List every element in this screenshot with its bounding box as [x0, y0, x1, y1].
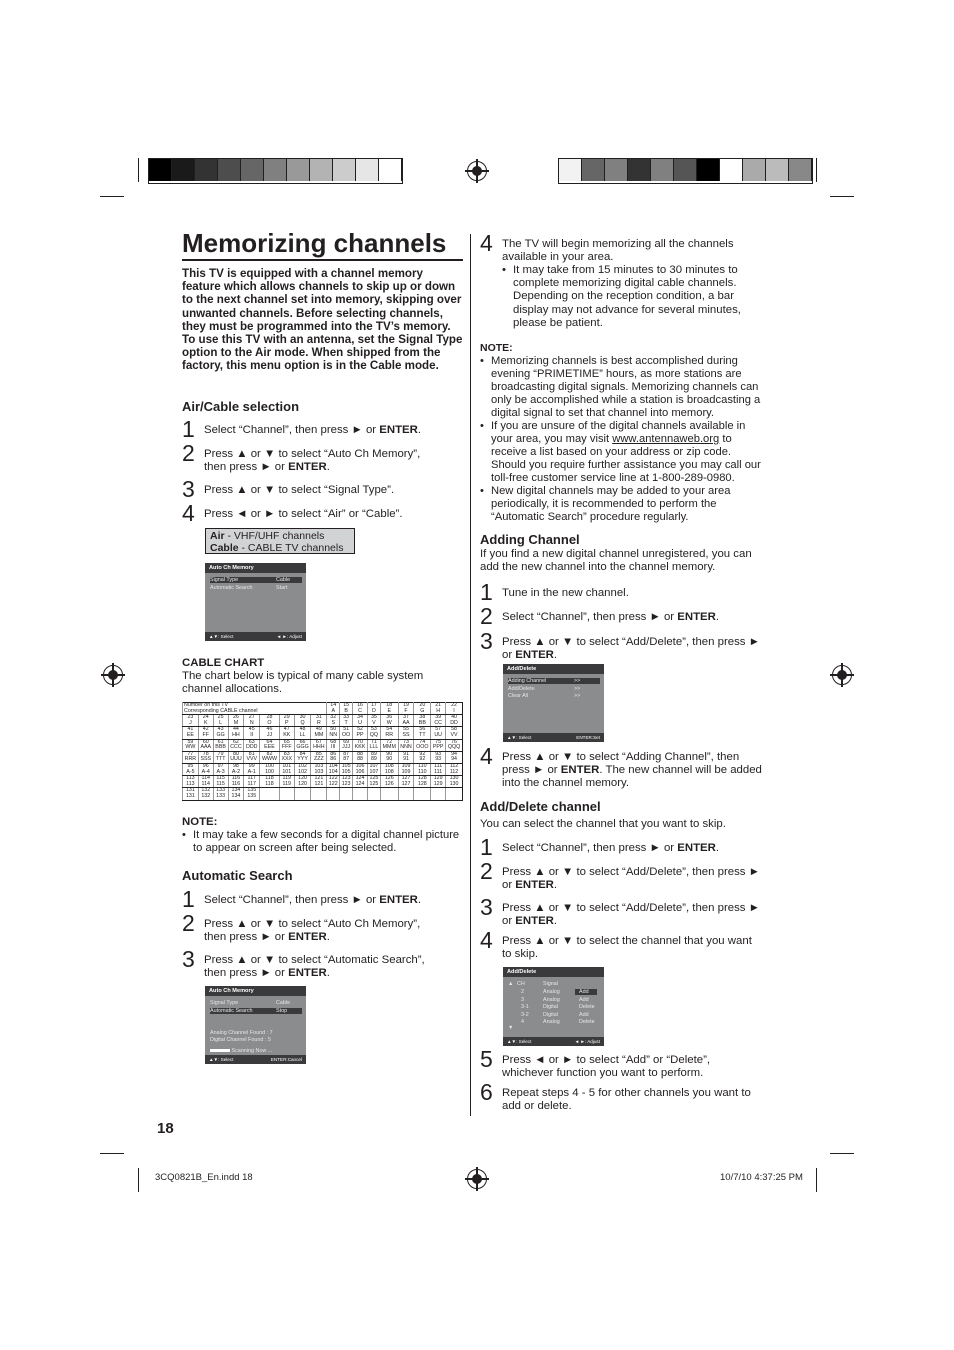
- chart-cell: 75 PPP: [431, 739, 446, 751]
- chart-cell: 70 KKK: [353, 739, 368, 751]
- chart-cell: 86 86: [327, 751, 340, 763]
- chart-cell: 84 YYY: [294, 751, 311, 763]
- ch-status: Add: [579, 1011, 589, 1018]
- crop-mark: [138, 1168, 139, 1192]
- chart-cell: 114 114: [198, 776, 213, 788]
- chart-cell: 85 ZZZ: [311, 751, 327, 763]
- chart-cell: 63 DDD: [244, 739, 260, 751]
- ch-signal: Digital: [543, 1011, 558, 1018]
- note-label: NOTE:: [480, 342, 513, 354]
- chart-cell: 44 HH: [228, 727, 244, 739]
- color-bar-left: [148, 158, 403, 184]
- chart-cell: 125 125: [367, 776, 380, 788]
- chart-cell: 72 MMM: [380, 739, 398, 751]
- chart-cell: [311, 788, 327, 800]
- chart-cell: 51 OO: [340, 727, 353, 739]
- chart-cell: 113 113: [183, 776, 199, 788]
- chart-cell: 116 116: [228, 776, 244, 788]
- chart-cell: 25 L: [213, 715, 228, 727]
- chart-cell: 27 N: [244, 715, 260, 727]
- chart-cell: [279, 788, 294, 800]
- chart-cell: 64 EEE: [260, 739, 280, 751]
- title-rule: [182, 259, 463, 261]
- color-bar-right: [558, 158, 813, 184]
- chart-cell: 23 J: [183, 715, 199, 727]
- note-item: • If you are unsure of the digital channels available in your area, you may visit www.antennaweb.org to receive a list based on your address or zip code. Should you require further assistance you may call our toll-free customer service line at 1-800-289-0980.: [480, 420, 762, 485]
- section-heading-automatic-search: Automatic Search: [182, 868, 293, 883]
- chart-cell: 15 B: [340, 703, 353, 715]
- chart-cell: 108 108: [380, 763, 398, 775]
- chart-cell: 34 U: [353, 715, 368, 727]
- chart-cell: 18 E: [380, 703, 398, 715]
- registration-mark-icon: [103, 665, 123, 685]
- chart-cell: [380, 788, 398, 800]
- chart-cell: 129 129: [431, 776, 446, 788]
- chart-cell: 101 101: [279, 763, 294, 775]
- chart-cell: 120 120: [294, 776, 311, 788]
- chart-cell: 46 JJ: [260, 727, 280, 739]
- step-item: 5 Press ◄ or ► to select “Add” or “Delete”, whichever function you want to perform.: [480, 1046, 711, 1080]
- crop-mark: [138, 158, 139, 182]
- chart-cell: 104 104: [327, 763, 340, 775]
- chart-cell: 121 121: [311, 776, 327, 788]
- step-item: 4 The TV will begin memorizing all the channels available in your area.: [480, 230, 734, 264]
- chart-cell: 76 QQQ: [446, 739, 463, 751]
- step-item: 1 Tune in the new channel.: [480, 579, 629, 605]
- column-divider: [470, 234, 471, 1116]
- chart-cell: 19 F: [398, 703, 414, 715]
- registration-mark-icon: [832, 665, 852, 685]
- ch-status: Add: [579, 996, 589, 1003]
- chart-cell: 74 OOO: [414, 739, 431, 751]
- chart-cell: 55 SS: [398, 727, 414, 739]
- chart-cell: 35 V: [367, 715, 380, 727]
- step-item: 6 Repeat steps 4 - 5 for other channels you want to add or delete.: [480, 1079, 751, 1113]
- step-item: 1 Select “Channel”, then press ► or ENTER.: [182, 416, 422, 442]
- chart-cell: 128 128: [414, 776, 431, 788]
- chart-cell: [353, 788, 368, 800]
- table-row: [183, 776, 463, 788]
- chart-cell: [398, 788, 414, 800]
- table-row: [183, 788, 463, 800]
- chart-cell: 52 PP: [353, 727, 368, 739]
- ch-number: 3-1: [521, 1004, 529, 1010]
- chart-cell: 22 I: [446, 703, 463, 715]
- chart-cell: 97 A-3: [213, 763, 228, 775]
- chart-cell: 14 A: [327, 703, 340, 715]
- chart-cell: [431, 788, 446, 800]
- registration-mark-icon: [467, 161, 487, 181]
- tv-menu-screen: Auto Ch Memory Signal Type Cable Automatic Search Stop Analog Channel Found : 7 Digital Channel Found : 5 Scanning Now ... ▲▼: Select ENTER:Cancel: [205, 986, 306, 1064]
- chart-cell: 30 Q: [294, 715, 311, 727]
- chart-cell: 38 BB: [414, 715, 431, 727]
- ch-signal: Analog: [543, 1019, 560, 1025]
- chart-cell: 36 W: [380, 715, 398, 727]
- chart-cell: 29 P: [279, 715, 294, 727]
- step-item: 2 Press ▲ or ▼ to select “Auto Ch Memory”, then press ► or ENTER.: [182, 440, 421, 474]
- ch-signal: Digital: [543, 1004, 558, 1010]
- step-item: 4 Press ▲ or ▼ to select the channel that you want to skip.: [480, 927, 752, 961]
- chart-cell: 66 GGG: [294, 739, 311, 751]
- chart-row-label: Number on this TV Corresponding CABLE channel: [183, 703, 327, 715]
- chart-cell: 41 EE: [183, 727, 199, 739]
- step-item: 3 Press ▲ or ▼ to select “Automatic Search”, then press ► or ENTER.: [182, 946, 425, 980]
- section-heading-adding-channel: Adding Channel: [480, 532, 580, 547]
- chart-cell: 20 G: [414, 703, 431, 715]
- ch-status: Delete: [579, 1004, 595, 1010]
- note-item: • Memorizing channels is best accomplished during evening “PRIMETIME” hours, as more stations are broadcasting digital signals. Memorizing channels can only be accomplished while a station is broadcasting a digital signal to set that channel into memory.: [480, 355, 762, 420]
- page-number: 18: [157, 1120, 174, 1137]
- chart-cell: 80 UUU: [228, 751, 244, 763]
- chart-cell: 47 KK: [279, 727, 294, 739]
- step-item: 4 Press ▲ or ▼ to select “Adding Channel”, then press ► or ENTER. The new channel will be added into the channel memory.: [480, 743, 762, 790]
- chart-cell: 26 M: [228, 715, 244, 727]
- chart-cell: 79 TTT: [213, 751, 228, 763]
- chart-cell: [367, 788, 380, 800]
- chart-cell: 77 RRR: [183, 751, 199, 763]
- chart-cell: 118 118: [260, 776, 280, 788]
- chart-cell: 90 90: [380, 751, 398, 763]
- step-item: 1 Select “Channel”, then press ► or ENTER.: [182, 886, 422, 912]
- chart-cell: 59 WW: [183, 739, 199, 751]
- chart-cell: 45 II: [244, 727, 260, 739]
- chart-cell: 111 111: [431, 763, 446, 775]
- chart-cell: 37 AA: [398, 715, 414, 727]
- ch-status: Delete: [579, 1019, 595, 1025]
- chart-cell: 123 123: [340, 776, 353, 788]
- chart-cell: 54 RR: [380, 727, 398, 739]
- step-item: 3 Press ▲ or ▼ to select “Add/Delete”, then press ► or ENTER.: [480, 628, 760, 662]
- cable-chart-desc: The chart below is typical of many cable system channel allocations.: [182, 670, 424, 696]
- chart-cell: 78 SSS: [198, 751, 213, 763]
- chart-cell: [414, 788, 431, 800]
- step-item: 1 Select “Channel”, then press ► or ENTER.: [480, 834, 720, 860]
- chart-cell: 126 126: [380, 776, 398, 788]
- chart-cell: 67 HHH: [311, 739, 327, 751]
- footer-timestamp: 10/7/10 4:37:25 PM: [720, 1172, 803, 1183]
- chart-cell: 95 A-5: [183, 763, 199, 775]
- chart-cell: 65 FFF: [279, 739, 294, 751]
- ch-number: 2: [521, 989, 524, 995]
- chart-cell: 57 UU: [431, 727, 446, 739]
- crop-mark: [100, 1153, 124, 1154]
- chart-cell: 131 131: [183, 788, 199, 800]
- chart-cell: 102 102: [294, 763, 311, 775]
- tv-menu-screen: Add/Delete Adding Channel >> Add/Delete >> Clear All >> ▲▼: Select ENTER:Set: [503, 664, 604, 742]
- crop-mark: [100, 196, 124, 197]
- cable-chart-heading: CABLE CHART: [182, 657, 265, 669]
- chart-cell: 69 JJJ: [340, 739, 353, 751]
- tv-menu-screen: Auto Ch Memory Signal Type Cable Automatic Search Start ▲▼: Select ◄ ►: Adjust: [205, 563, 306, 641]
- crop-mark: [830, 196, 854, 197]
- add-delete-desc: You can select the channel that you want to skip.: [480, 818, 726, 830]
- chart-cell: 56 TT: [414, 727, 431, 739]
- chart-cell: 28 O: [260, 715, 280, 727]
- table-row: [183, 751, 463, 763]
- chart-cell: 88 88: [353, 751, 368, 763]
- table-row: [183, 715, 463, 727]
- ch-status: Add: [575, 989, 597, 995]
- chart-cell: 110 110: [414, 763, 431, 775]
- chart-cell: 83 XXX: [279, 751, 294, 763]
- chart-cell: 124 124: [353, 776, 368, 788]
- table-row: [183, 703, 463, 715]
- chart-cell: 24 K: [198, 715, 213, 727]
- chart-cell: 73 NNN: [398, 739, 414, 751]
- chart-cell: 105 105: [340, 763, 353, 775]
- step-item: 3 Press ▲ or ▼ to select “Add/Delete”, then press ► or ENTER.: [480, 894, 760, 928]
- cable-chart-table: [182, 702, 463, 801]
- chart-cell: 112 112: [446, 763, 463, 775]
- chart-cell: 60 AAA: [198, 739, 213, 751]
- section-heading-air-cable: Air/Cable selection: [182, 399, 300, 414]
- chart-cell: 17 D: [367, 703, 380, 715]
- ch-signal: Analog: [543, 996, 560, 1003]
- crop-mark: [830, 1153, 854, 1154]
- adding-channel-desc: If you find a new digital channel unregistered, you can add the new channel into the channel memory.: [480, 548, 752, 574]
- chart-cell: 39 CC: [431, 715, 446, 727]
- chart-cell: 106 106: [353, 763, 368, 775]
- chart-cell: 33 T: [340, 715, 353, 727]
- ch-number: 3-2: [521, 1011, 529, 1018]
- progress-bar: Scanning Now ...: [210, 1048, 302, 1054]
- step-item: 4 Press ◄ or ► to select “Air” or “Cable”.: [182, 500, 403, 526]
- chart-cell: 42 FF: [198, 727, 213, 739]
- chart-cell: 68 III: [327, 739, 340, 751]
- footer-filename: 3CQ0821B_En.indd 18: [155, 1172, 253, 1183]
- chart-cell: 31 R: [311, 715, 327, 727]
- step-bullet: • It may take from 15 minutes to 30 minutes to complete memorizing digital cable channels. Depending on the reception condition, a bar display may not advance for several minutes, please be patient.: [502, 264, 750, 330]
- chart-cell: [340, 788, 353, 800]
- chart-cell: 103 103: [311, 763, 327, 775]
- chart-cell: 93 93: [431, 751, 446, 763]
- table-row: [183, 739, 463, 751]
- chart-cell: 100 100: [260, 763, 280, 775]
- chart-cell: 16 C: [353, 703, 368, 715]
- section-heading-add-delete: Add/Delete channel: [480, 799, 601, 814]
- table-row: [183, 763, 463, 775]
- chart-cell: [327, 788, 340, 800]
- chart-cell: 53 QQ: [367, 727, 380, 739]
- chart-cell: 119 119: [279, 776, 294, 788]
- chart-cell: 122 122: [327, 776, 340, 788]
- chart-cell: 92 92: [414, 751, 431, 763]
- chart-cell: 117 117: [244, 776, 260, 788]
- chart-cell: 135 135: [244, 788, 260, 800]
- chart-cell: 49 MM: [311, 727, 327, 739]
- signal-legend: Air - VHF/UHF channels Cable - CABLE TV channels: [205, 528, 355, 554]
- note-list: [480, 355, 762, 524]
- step-item: 2 Press ▲ or ▼ to select “Add/Delete”, then press ► or ENTER.: [480, 858, 760, 892]
- chart-cell: 127 127: [398, 776, 414, 788]
- chart-cell: 130 130: [446, 776, 463, 788]
- chart-cell: 21 H: [431, 703, 446, 715]
- chart-cell: 62 CCC: [228, 739, 244, 751]
- chart-cell: 81 VVV: [244, 751, 260, 763]
- ch-number: 4: [521, 1019, 524, 1025]
- chart-cell: 48 LL: [294, 727, 311, 739]
- chart-cell: 32 S: [327, 715, 340, 727]
- crop-mark: [816, 1168, 817, 1192]
- chart-cell: 71 LLL: [367, 739, 380, 751]
- step-item: 3 Press ▲ or ▼ to select “Signal Type”.: [182, 476, 395, 502]
- chart-cell: 109 109: [398, 763, 414, 775]
- ch-number: 3: [521, 996, 524, 1003]
- chart-cell: [446, 788, 463, 800]
- note-item: • New digital channels may be added to your area periodically, it is recommended to perform the “Automatic Search” procedure regularly.: [480, 485, 762, 524]
- chart-cell: 40 DD: [446, 715, 463, 727]
- table-row: [183, 727, 463, 739]
- chart-cell: [260, 788, 280, 800]
- ch-signal: Analog: [543, 989, 560, 995]
- chart-cell: 58 VV: [446, 727, 463, 739]
- chart-cell: 98 A-2: [228, 763, 244, 775]
- chart-cell: 82 WWW: [260, 751, 280, 763]
- chart-cell: 134 134: [228, 788, 244, 800]
- chart-cell: 43 GG: [213, 727, 228, 739]
- chart-cell: 133 133: [213, 788, 228, 800]
- crop-mark: [816, 158, 817, 182]
- chart-cell: 89 89: [367, 751, 380, 763]
- chart-cell: 96 A-4: [198, 763, 213, 775]
- chart-cell: [294, 788, 311, 800]
- step-bullet-list: [502, 264, 750, 330]
- step-item: 2 Select “Channel”, then press ► or ENTER.: [480, 603, 720, 629]
- chart-cell: 94 94: [446, 751, 463, 763]
- page-title: Memorizing channels: [182, 228, 447, 258]
- note-item: • It may take a few seconds for a digital channel picture to appear on screen after being selected.: [182, 829, 462, 855]
- chart-cell: 132 132: [198, 788, 213, 800]
- note-list: [182, 829, 462, 855]
- chart-cell: 91 91: [398, 751, 414, 763]
- intro-text: This TV is equipped with a channel memory feature which allows channels to skip up or down to the next channel set into memory, skipping over unwanted channels. Before selecting channels, they must be programmed into the TV’s memory. To use this TV with an antenna, set the Signal Type option to the Air mode. When shipped from the factory, this menu option is in the Cable mode.: [182, 267, 463, 373]
- antennaweb-link[interactable]: www.antennaweb.org: [612, 433, 720, 445]
- note-label: NOTE:: [182, 816, 218, 828]
- chart-cell: 115 115: [213, 776, 228, 788]
- step-item: 2 Press ▲ or ▼ to select “Auto Ch Memory”, then press ► or ENTER.: [182, 910, 421, 944]
- chart-cell: 107 107: [367, 763, 380, 775]
- chart-cell: 61 BBB: [213, 739, 228, 751]
- chart-cell: 87 87: [340, 751, 353, 763]
- registration-mark-icon: [467, 1169, 487, 1189]
- chart-cell: 50 NN: [327, 727, 340, 739]
- chart-cell: 99 A-1: [244, 763, 260, 775]
- tv-menu-screen: Add/Delete ▲ CH Signal 2 Analog Add 3 Analog Add 3-1 Digital Delete 3-2 Digital Add 4 Analog Delete ▼ ▲▼: Select ◄ ►: Adjust: [503, 967, 604, 1046]
